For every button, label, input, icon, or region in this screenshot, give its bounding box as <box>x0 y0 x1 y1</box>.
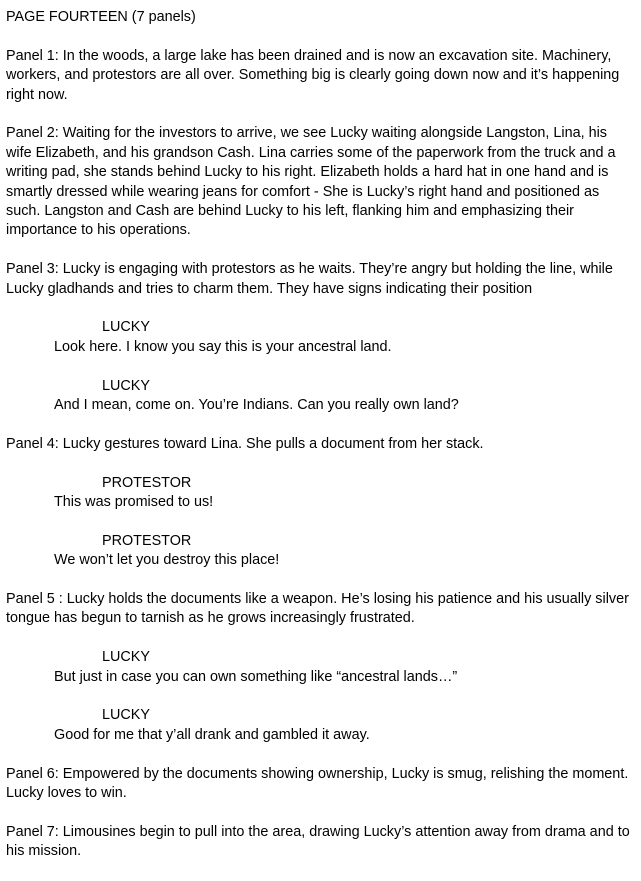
script-page <box>6 8 634 881</box>
panel-3-description: Panel 3: Lucky is engaging with protestors as he waits. They’re angry but holding the line, while Lucky gladhands and tries to charm them. They have signs indicating their position <box>6 261 613 297</box>
dialogue-line: Look here. I know you say this is your ancestral land. <box>54 338 392 355</box>
dialogue-block <box>6 648 634 687</box>
panel-4-description: Panel 4: Lucky gestures toward Lina. She pulls a document from her stack. <box>6 435 484 452</box>
dialogue-block <box>6 706 634 745</box>
dialogue-line: We won’t let you destroy this place! <box>54 552 280 569</box>
dialogue-speaker: LUCKY <box>102 649 150 666</box>
dialogue-block <box>6 377 634 416</box>
dialogue-line: But just in case you can own something like “ancestral lands…” <box>54 668 458 685</box>
dialogue-speaker: LUCKY <box>102 319 150 336</box>
dialogue-speaker: LUCKY <box>102 707 150 724</box>
dialogue-block <box>6 532 634 571</box>
dialogue-speaker: LUCKY <box>102 377 150 394</box>
dialogue-line: This was promised to us! <box>54 494 214 511</box>
dialogue-speaker: PROTESTOR <box>102 474 192 491</box>
dialogue-speaker: PROTESTOR <box>102 532 192 549</box>
panel-2-description: Panel 2: Waiting for the investors to arrive, we see Lucky waiting alongside Langston, Lina, his wife Elizabeth, and his grandson Cash. Lina carries some of the paperwork from the truck and a writing pad, she stands behind Lucky to his right. Elizabeth holds a hard hat in one hand and is smartly dressed while wearing jeans for comfort - She is Lucky’s right hand and positioned as such. Langston and Cash are behind Lucky to his left, flanking him and emphasizing their importance to his operations. <box>6 125 616 239</box>
panel-5-description: Panel 5 : Lucky holds the documents like a weapon. He’s losing his patience and his usually silver tongue has begun to tarnish as he grows increasingly frustrated. <box>6 591 629 627</box>
panel-6-description: Panel 6: Empowered by the documents showing ownership, Lucky is smug, relishing the moment. Lucky loves to win. <box>6 765 629 802</box>
dialogue-block <box>6 474 634 513</box>
panel-1-description: Panel 1: In the woods, a large lake has been drained and is now an excavation site. Machinery, workers, and protestors are all over. Something big is clearly going down now and it’s happening right now. <box>6 47 620 103</box>
page-heading: PAGE FOURTEEN (7 panels) <box>6 9 196 25</box>
dialogue-line: Good for me that y’all drank and gambled it away. <box>54 726 370 743</box>
dialogue-block <box>6 318 634 357</box>
dialogue-line: And I mean, come on. You’re Indians. Can you really own land? <box>54 397 459 414</box>
panel-7-description: Panel 7: Limousines begin to pull into the area, drawing Lucky’s attention away from drama and to his mission. <box>6 823 630 860</box>
